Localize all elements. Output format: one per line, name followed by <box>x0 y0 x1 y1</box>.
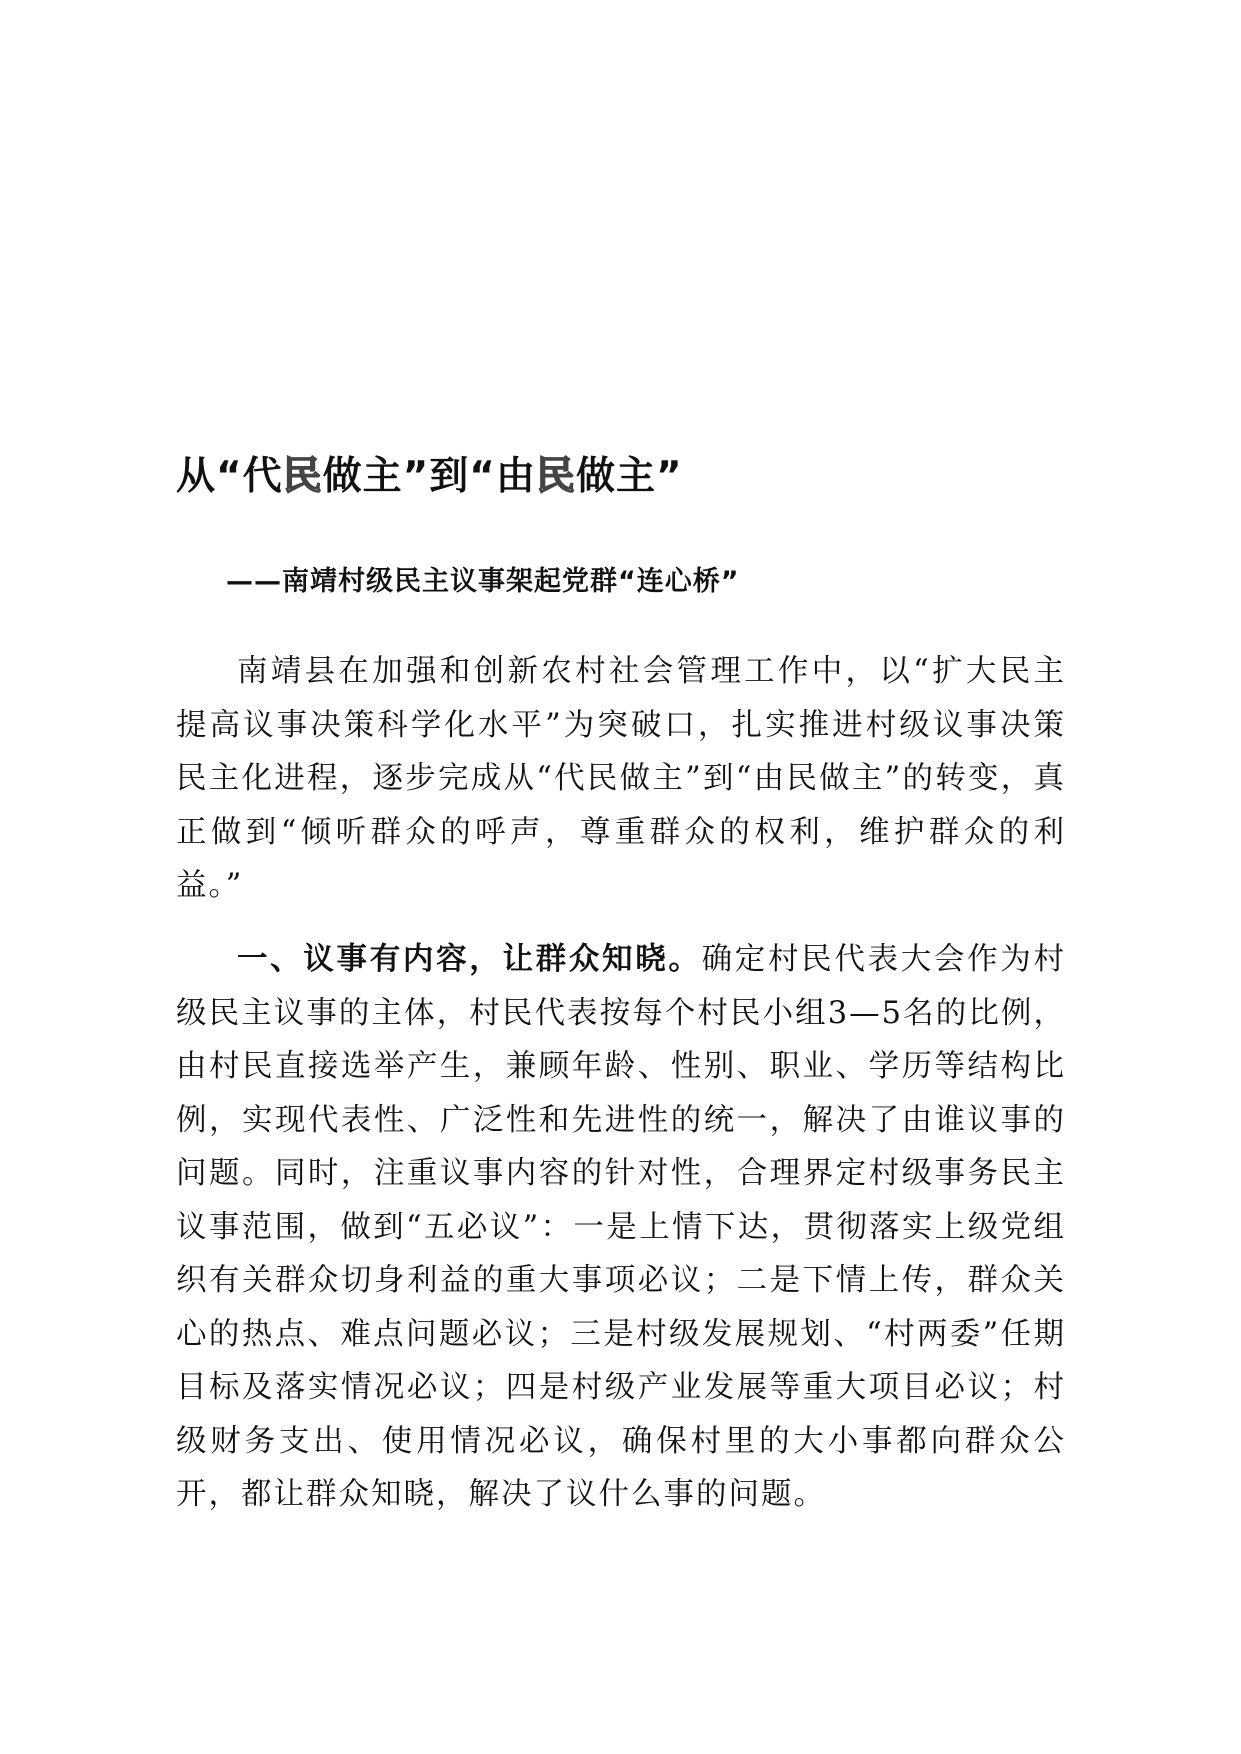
title-part-1: 从“代 <box>176 454 283 499</box>
document-subtitle: ——南靖村级民主议事架起党群“连心桥” <box>226 566 740 597</box>
section-one-body: 确定村民代表大会作为村级民主议事的主体，村民代表按每个村民小组3—5名的比例，由村民直接选举产生，兼顾年龄、性别、职业、学历等结构比例，实现代表性、广泛性和先进性的统一，解决了由谁议事的问题。同时，注重议事内容的针对性，合理界定村级事务民主议事范围，做到“五必议”：一是上情下达，贯彻落实上级党组织有关群众切身利益的重大事项必议；二是下情上传，群众关心的热点、难点问题必议；三是村级发展规划、“村两委”任期目标及落实情况必议；四是村级产业发展等重大项目必议；村级财务支出、使用情况必议，确保村里的大小事都向群众公开，都让群众知晓，解决了议什么事的问题。 <box>176 942 1066 1512</box>
title-outlined-char-2: 民 <box>535 454 576 499</box>
title-outlined-char-1: 民 <box>282 454 323 499</box>
document-title <box>176 452 1076 502</box>
section-one-paragraph <box>176 933 1066 1522</box>
section-one-heading: 一、议事有内容，让群众知晓。 <box>237 942 702 977</box>
intro-paragraph: 南靖县在加强和创新农村社会管理工作中，以“扩大民主提高议事决策科学化水平”为突破口，扎实推进村级议事决策民主化进程，逐步完成从“代民做主”到“由民做主”的转变，真正做到“倾听群众的呼声，尊重群众的权利，维护群众的利益。” <box>176 654 1066 903</box>
title-part-3: 做主” <box>575 454 683 499</box>
title-part-2: 做主”到“由 <box>322 454 536 499</box>
